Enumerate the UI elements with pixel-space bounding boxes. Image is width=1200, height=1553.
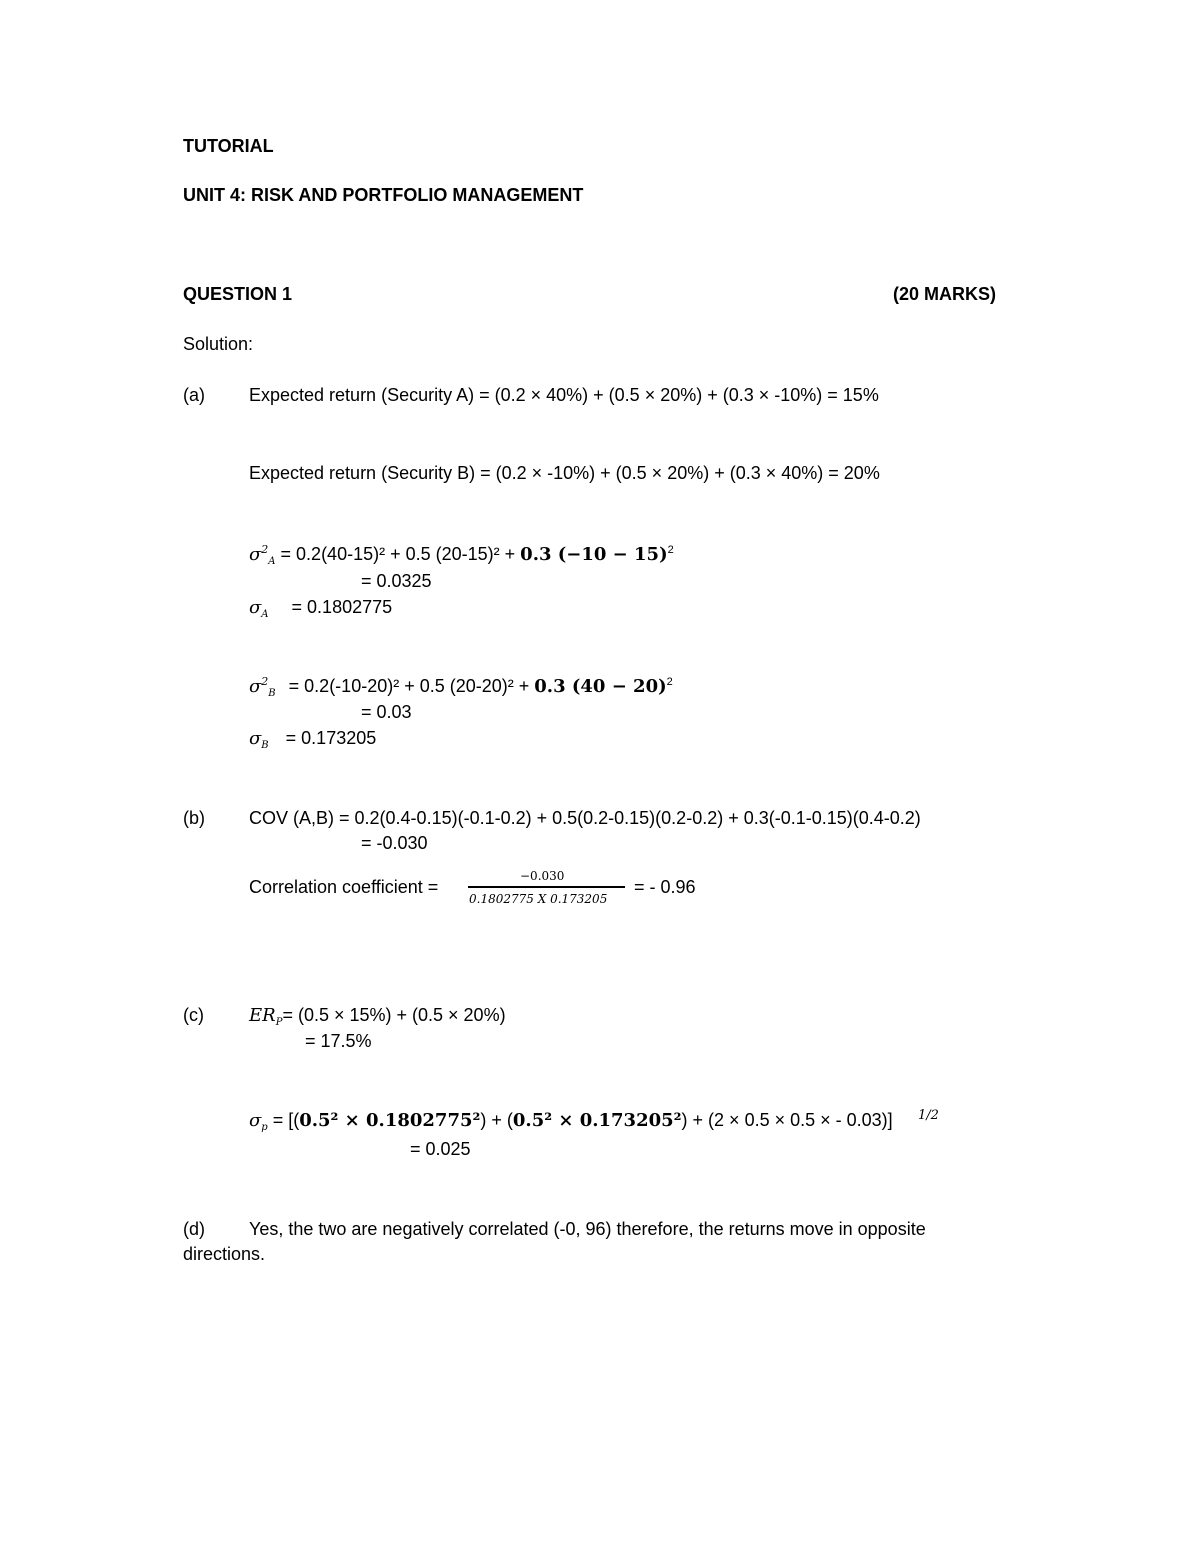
portfolio-sd-power: 1/2 bbox=[918, 1108, 939, 1123]
correlation-denominator: 0.1802775 X 0.173205 bbox=[469, 892, 608, 906]
sigma-p-symbol: $\sigma_p$ bbox=[249, 1110, 268, 1133]
marks-label: (20 MARKS) bbox=[893, 284, 997, 304]
variance-a-terms: = 0.2(40-15)² + 0.5 (20-15)² + bbox=[275, 544, 521, 564]
variance-a-bold-term: 0.3 (−10 − 15) bbox=[520, 544, 668, 565]
unit-title: UNIT 4: RISK AND PORTFOLIO MANAGEMENT bbox=[183, 185, 584, 205]
part-d-answer-line1: Yes, the two are negatively correlated (-0, 96) therefore, the returns move in opposite bbox=[249, 1219, 926, 1239]
part-b-label: (b) bbox=[183, 808, 205, 828]
fraction-bar bbox=[468, 886, 625, 888]
portfolio-sd-result: = 0.025 bbox=[410, 1139, 471, 1159]
correlation-numerator: −0.030 bbox=[520, 869, 565, 883]
sd-term-a: 0.5² × 0.1802775² bbox=[299, 1110, 481, 1131]
covariance-equation: COV (A,B) = 0.2(0.4-0.15)(-0.1-0.2) + 0.5(0.2-0.15)(0.2-0.2) + 0.3(-0.1-0.15)(0.4-0.2) bbox=[249, 808, 921, 828]
sigma-a-symbol: $\sigma_A$ bbox=[249, 597, 269, 620]
variance-b-result: = 0.03 bbox=[361, 702, 412, 722]
variance-a-result: = 0.0325 bbox=[361, 571, 432, 591]
sd-term-b: 0.5² × 0.173205² bbox=[512, 1110, 682, 1131]
variance-b-terms: = 0.2(-10-20)² + 0.5 (20-20)² + bbox=[283, 676, 535, 696]
expected-return-a: Expected return (Security A) = (0.2 × 40%) + (0.5 × 20%) + (0.3 × -10%) = 15% bbox=[249, 385, 879, 405]
part-a-label: (a) bbox=[183, 385, 205, 405]
sigma-b-symbol: $\sigma_B$ bbox=[249, 728, 269, 751]
sigma-squared-b-symbol: $\sigma^2_B$ bbox=[249, 675, 276, 699]
question-heading: QUESTION 1 bbox=[183, 284, 293, 304]
portfolio-sd-equation: $\sigma_p = [(0.5^2 \times 0.1802775^2) + (0.5^2 \times 0.173205^2) + (2 \times 0.5 \times 0.5$ × - 0.03)] bbox=[249, 1110, 893, 1133]
covariance-result: = -0.030 bbox=[361, 833, 428, 853]
correlation-label: Correlation coefficient = bbox=[249, 877, 439, 897]
variance-b-bold-term: 0.3 (40 − 20) bbox=[534, 676, 667, 697]
correlation-result: = - 0.96 bbox=[634, 877, 696, 897]
solution-label: Solution: bbox=[183, 334, 254, 354]
sd-a-value: = 0.1802775 bbox=[286, 597, 393, 617]
part-c-label: (c) bbox=[183, 1005, 204, 1025]
er-p-symbol: $ER_P$ bbox=[249, 1005, 283, 1028]
variance-a-equation: $\sigma^2_A = 0.2(40-15)^2 + 0.5$ (20-15)² + 0.3 $(-10 - 15)^2$ bbox=[249, 543, 674, 567]
variance-b-equation: $\sigma^2_B = 0.2(-10-20)^2 + 0.5$ (20-20)² + 0.3 $(40 - 20)^2$ bbox=[249, 675, 673, 699]
portfolio-return-equation bbox=[249, 1003, 506, 1028]
part-d-label: (d) bbox=[183, 1219, 205, 1239]
sd-b-equation bbox=[249, 726, 376, 751]
sd-a-equation bbox=[249, 595, 392, 620]
expected-return-b: Expected return (Security B) = (0.2 × -10%) + (0.5 × 20%) + (0.3 × 40%) = 20% bbox=[249, 463, 880, 483]
portfolio-return-terms: = (0.5 × 15%) + (0.5 × 20%) bbox=[282, 1005, 506, 1025]
portfolio-return-result: = 17.5% bbox=[305, 1031, 372, 1051]
sigma-squared-a-symbol: $\sigma^2_A$ bbox=[249, 543, 276, 567]
sd-b-value: = 0.173205 bbox=[280, 728, 377, 748]
document-title: TUTORIAL bbox=[183, 136, 274, 156]
part-d-answer-line2: directions. bbox=[183, 1244, 266, 1264]
